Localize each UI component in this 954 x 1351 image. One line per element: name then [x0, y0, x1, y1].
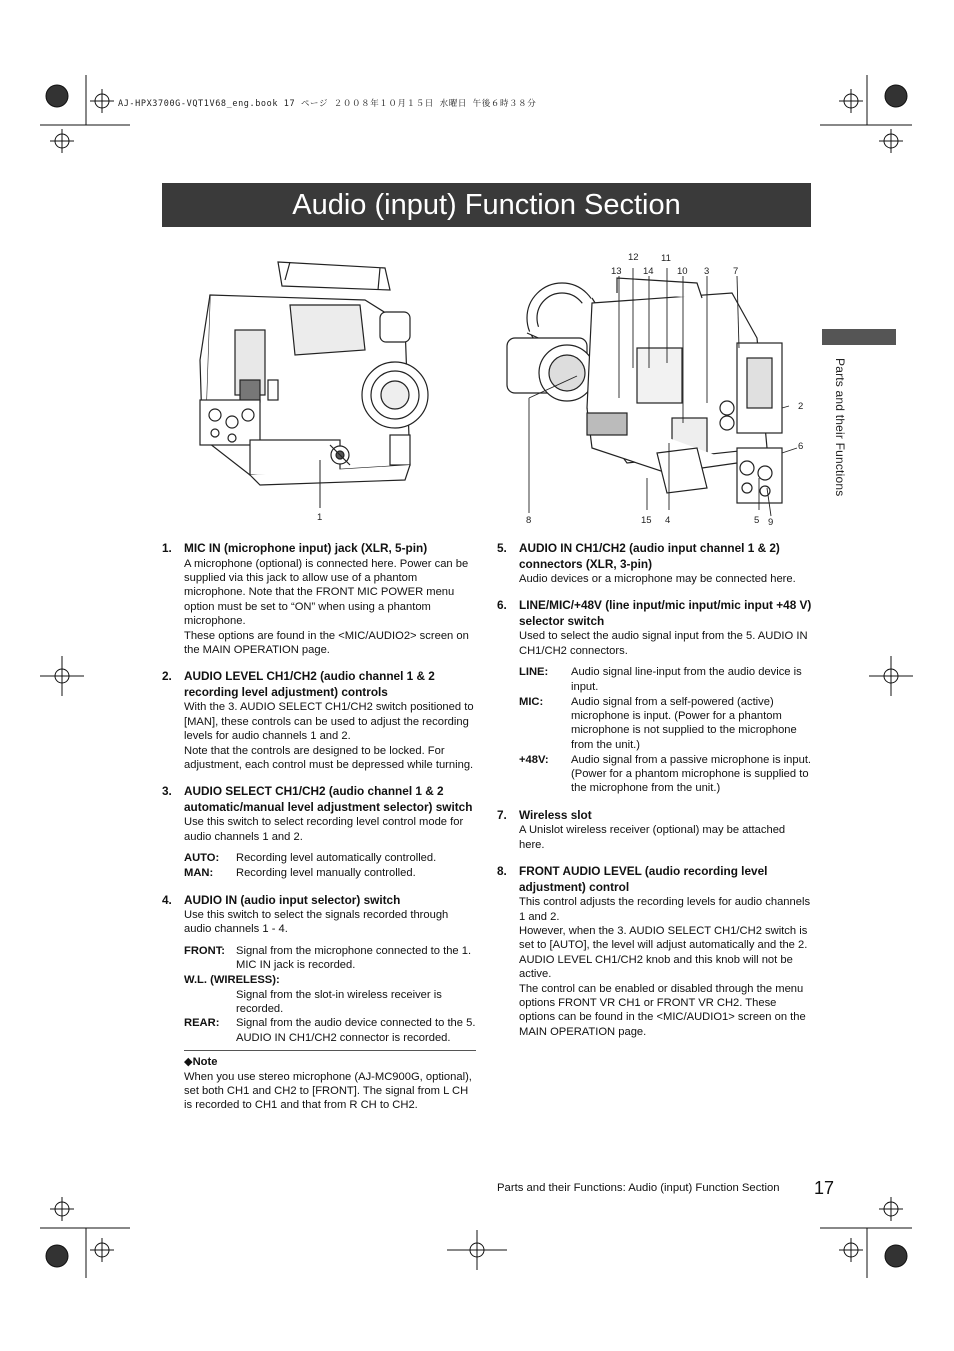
- definition-term: W.L. (WIRELESS):: [184, 974, 280, 987]
- section-title: Audio (input) Function Section: [162, 183, 811, 227]
- footer-text: Parts and their Functions: Audio (input) Function Section: [497, 1182, 780, 1194]
- item-title: AUDIO IN CH1/CH2 (audio input channel 1 & 2) connectors (XLR, 3-pin): [519, 541, 780, 571]
- item-title: FRONT AUDIO LEVEL (audio recording level adjustment) control: [519, 864, 768, 894]
- item-title: AUDIO IN (audio input selector) switch: [184, 892, 401, 907]
- item-5: [497, 541, 813, 586]
- item-paragraph: A Unislot wireless receiver (optional) may be attached here.: [519, 824, 786, 851]
- callout-4: 4: [665, 515, 671, 526]
- item-paragraph: Used to select the audio signal input from the 5. AUDIO IN CH1/CH2 connectors.: [519, 630, 808, 657]
- item-paragraph: Audio devices or a microphone may be connected here.: [519, 573, 796, 585]
- definition-term: REAR:: [184, 1017, 220, 1030]
- item-paragraph: The control can be enabled or disabled through the menu options FRONT VR CH1 or FRONT VR CH2. These options can be found in the <MIC/AUDIO1> screen on the MAIN OPERATION page.: [519, 982, 806, 1038]
- item-title: AUDIO SELECT CH1/CH2 (audio channel 1 & 2 automatic/manual level adjustment selector) switch: [184, 784, 473, 814]
- item-paragraph: With the 3. AUDIO SELECT CH1/CH2 switch positioned to [MAN], these controls can be used to adjust the recording levels for audio channels 1 and 2.: [184, 701, 474, 743]
- definition-term: MIC:: [519, 695, 544, 708]
- camera-side-illustration: [497, 248, 815, 533]
- callout-6: 6: [798, 441, 804, 452]
- callout-3: 3: [704, 266, 710, 277]
- definition-description: Signal from the audio device connected to the 5. AUDIO IN CH1/CH2 connector is recorded.: [236, 1017, 476, 1044]
- callout-14: 14: [643, 266, 654, 277]
- item-6: [497, 598, 813, 795]
- item-paragraph: Use this switch to select recording level control mode for audio channels 1 and 2.: [184, 816, 464, 843]
- item-title: Wireless slot: [519, 807, 592, 822]
- definition-list: [519, 665, 813, 796]
- definition-term: LINE:: [519, 666, 549, 679]
- item-3: [162, 784, 476, 880]
- camera-front-figure: [190, 250, 430, 530]
- callout-8: 8: [526, 515, 532, 526]
- item-7: [497, 808, 813, 852]
- note-body: When you use stereo microphone (AJ-MC900G, optional), set both CH1 and CH2 to [FRONT]. The signal from L CH is recorded to CH1 and that from R CH to CH2.: [184, 1070, 472, 1112]
- definition-list: [184, 944, 476, 1045]
- item-number: 1.: [162, 541, 172, 555]
- left-column: [162, 541, 476, 1125]
- definition-list: [184, 851, 476, 880]
- definition-description: Audio signal from a passive microphone is input. (Power for a phantom microphone is supplied to the microphone from the unit.): [571, 753, 812, 795]
- definition-description: Signal from the slot-in wireless receiver is recorded.: [236, 988, 442, 1015]
- callout-11: 11: [661, 253, 671, 264]
- definition-term: MAN:: [184, 867, 214, 880]
- item-paragraph: Note that the controls are designed to be locked. For adjustment, each control must be depressed while turning.: [184, 744, 474, 771]
- item-number: 5.: [497, 541, 507, 555]
- item-number: 2.: [162, 669, 172, 684]
- item-4: [162, 893, 476, 1113]
- callout-12: 12: [628, 252, 639, 263]
- camera-side-figure: [497, 248, 815, 533]
- definition-description: Recording level manually controlled.: [236, 867, 416, 880]
- callout-1: 1: [317, 512, 323, 523]
- item-paragraph: This control adjusts the recording levels for audio channels 1 and 2.: [519, 896, 811, 923]
- callout-15: 15: [641, 515, 652, 526]
- item-paragraph: These options are found in the <MIC/AUDIO2> screen on the MAIN OPERATION page.: [184, 629, 469, 656]
- print-crop-header: AJ-HPX3700G-VQT1V68_eng.book 17 ページ ２００８年１０月１５日 水曜日 午後６時３８分: [118, 99, 537, 109]
- item-number: 3.: [162, 784, 172, 799]
- page-number: 17: [814, 1178, 835, 1198]
- definition-term: AUTO:: [184, 852, 220, 865]
- callout-5: 5: [754, 515, 760, 526]
- callout-9: 9: [768, 517, 774, 528]
- camera-front-illustration: [190, 250, 430, 530]
- item-title: AUDIO LEVEL CH1/CH2 (audio channel 1 & 2 recording level adjustment) controls: [184, 669, 435, 699]
- note-divider: [184, 1050, 476, 1051]
- side-label: Parts and their Functions: [833, 358, 847, 497]
- definition-description: Audio signal from a self-powered (active) microphone is input. (Power for a phantom microphone is not supplied to the microphone from the unit.): [571, 695, 797, 751]
- item-number: 6.: [497, 598, 507, 613]
- definition-description: Recording level automatically controlled.: [236, 852, 437, 865]
- callout-2: 2: [798, 401, 804, 412]
- item-8: [497, 864, 813, 1039]
- item-number: 4.: [162, 892, 172, 907]
- callout-10: 10: [677, 266, 688, 277]
- item-title: MIC IN (microphone input) jack (XLR, 5-pin): [184, 541, 428, 555]
- definition-description: Audio signal line-input from the audio device is input.: [571, 666, 802, 693]
- item-paragraph: However, when the 3. AUDIO SELECT CH1/CH2 switch is set to [AUTO], the level will adjust automatically and the 2. AUDIO LEVEL CH1/CH2 knob and this knob will not be active.: [519, 925, 808, 981]
- item-number: 7.: [497, 807, 507, 822]
- item-number: 8.: [497, 864, 507, 879]
- definition-term: +48V:: [519, 753, 549, 766]
- side-tab: [822, 329, 896, 345]
- item-title: LINE/MIC/+48V (line input/mic input/mic input +48 V) selector switch: [519, 598, 812, 628]
- definition-description: Signal from the microphone connected to the 1. MIC IN jack is recorded.: [236, 944, 472, 972]
- definition-term: FRONT:: [184, 944, 226, 957]
- item-2: [162, 669, 476, 772]
- right-column: [497, 541, 813, 1051]
- item-paragraph: A microphone (optional) is connected here. Power can be supplied via this jack to allow use of a phantom microphone. Note that the FRONT MIC POWER menu option must be set to “ON” when using a phantom microphone.: [184, 557, 469, 628]
- item-paragraph: Use this switch to select the signals recorded through audio channels 1 - 4.: [184, 909, 449, 936]
- callout-7: 7: [733, 266, 739, 277]
- callout-13: 13: [611, 266, 622, 277]
- item-1: [162, 541, 476, 657]
- note-heading: ◆Note: [184, 1056, 218, 1069]
